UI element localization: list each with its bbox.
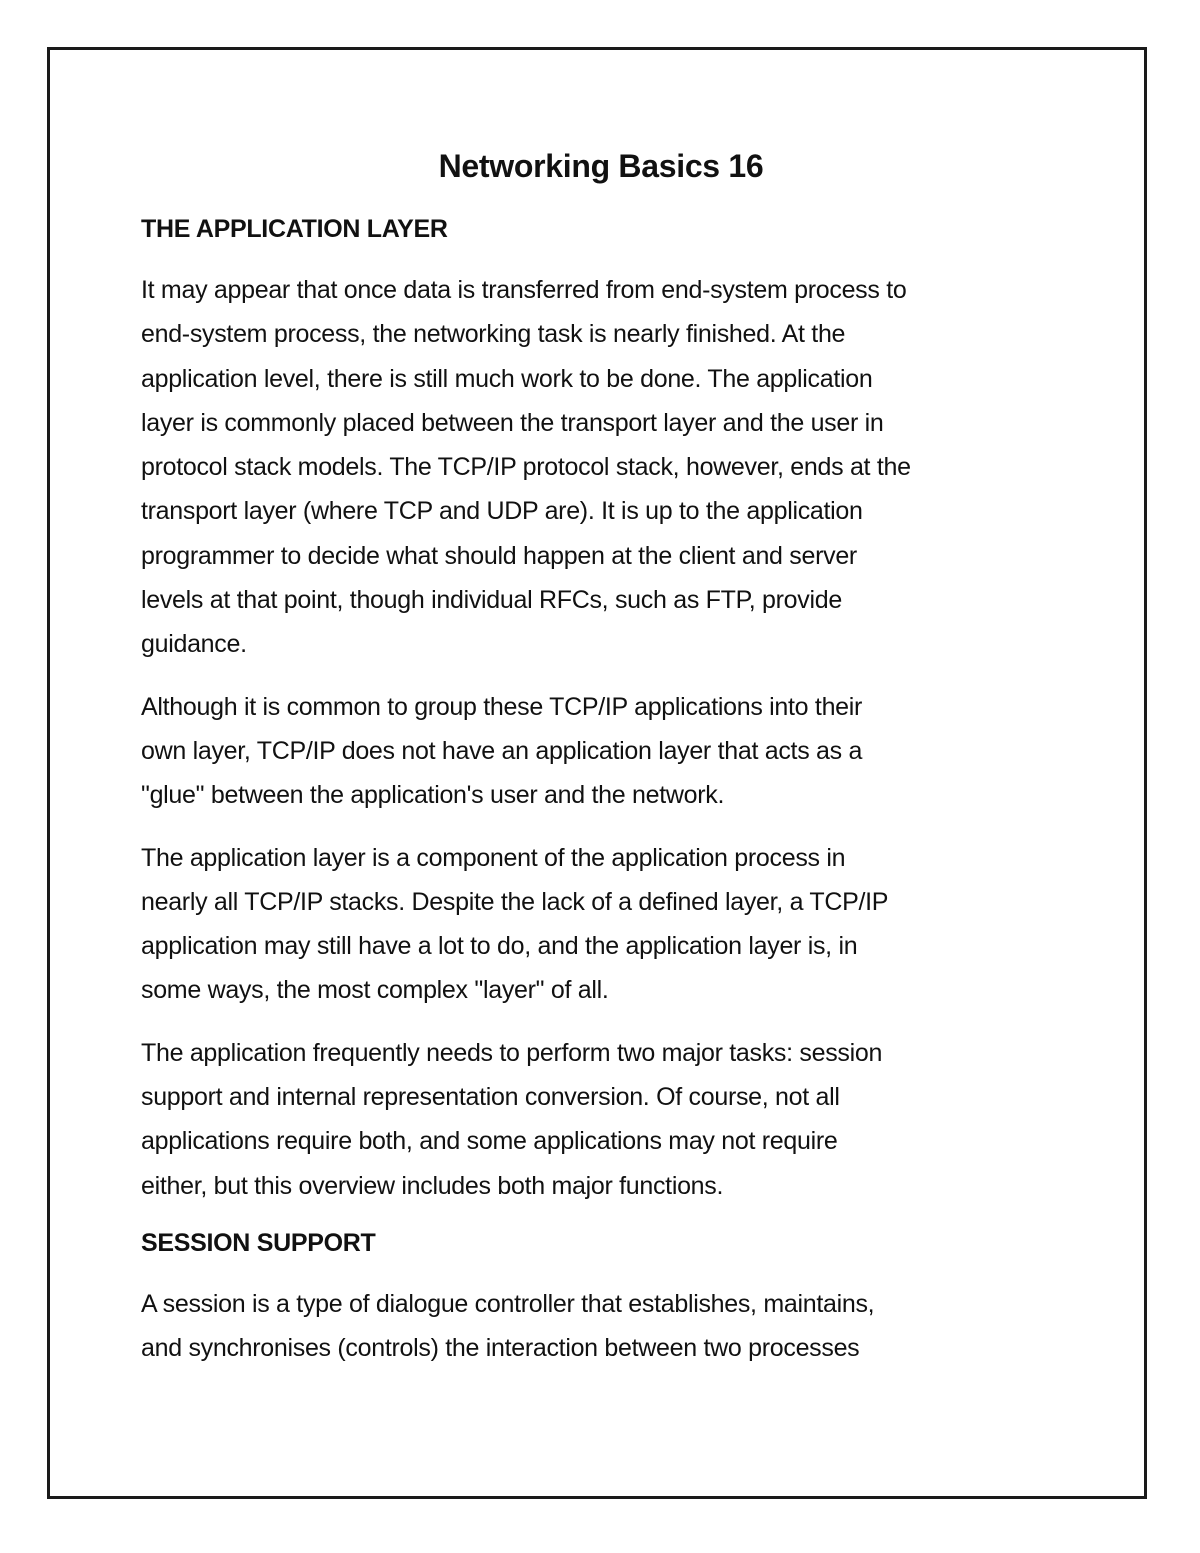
text-line: A session is a type of dialogue controller that establishes, maintains, [141, 1289, 875, 1318]
section-session-support [141, 1226, 1061, 1371]
paragraph [141, 268, 1061, 667]
text-line: Although it is common to group these TCP/IP applications into their [141, 692, 863, 721]
text-line: programmer to decide what should happen at the client and server [141, 541, 857, 570]
section-heading: SESSION SUPPORT [141, 1228, 376, 1257]
text-line: guidance. [141, 630, 247, 659]
section-heading: THE APPLICATION LAYER [141, 215, 448, 243]
text-line: The application frequently needs to perform two major tasks: session [141, 1038, 883, 1067]
text-line: applications require both, and some applications may not require [141, 1127, 838, 1156]
text-line: nearly all TCP/IP stacks. Despite the lack of a defined layer, a TCP/IP [141, 887, 889, 916]
text-line: It may appear that once data is transferred from end-system process to [141, 276, 907, 304]
paragraph [141, 685, 1061, 818]
text-line: either, but this overview includes both major functions. [141, 1171, 724, 1200]
section-application-layer [141, 212, 1061, 1208]
paragraph [141, 1031, 1061, 1208]
paragraph [141, 1282, 1061, 1371]
text-line: layer is commonly placed between the transport layer and the user in [141, 408, 884, 437]
text-line: protocol stack models. The TCP/IP protocol stack, however, ends at the [141, 453, 911, 482]
text-line: levels at that point, though individual RFCs, such as FTP, provide [141, 586, 842, 615]
paragraph [141, 836, 1061, 1013]
text-line: end-system process, the networking task is nearly finished. At the [141, 320, 846, 349]
text-line: some ways, the most complex "layer" of all. [141, 976, 609, 1005]
text-line: application may still have a lot to do, and the application layer is, in [141, 932, 858, 961]
text-line: The application layer is a component of the application process in [141, 843, 846, 872]
text-line: application level, there is still much work to be done. The application [141, 364, 873, 393]
text-line: transport layer (where TCP and UDP are). It is up to the application [141, 497, 863, 526]
text-line: "glue" between the application's user and the network. [141, 781, 725, 810]
text-line: support and internal representation conversion. Of course, not all [141, 1083, 840, 1112]
text-line: own layer, TCP/IP does not have an application layer that acts as a [141, 736, 863, 765]
text-line: and synchronises (controls) the interaction between two processes [141, 1334, 860, 1363]
document-title: Networking Basics 16 [438, 148, 764, 184]
document-body [141, 140, 1061, 1389]
